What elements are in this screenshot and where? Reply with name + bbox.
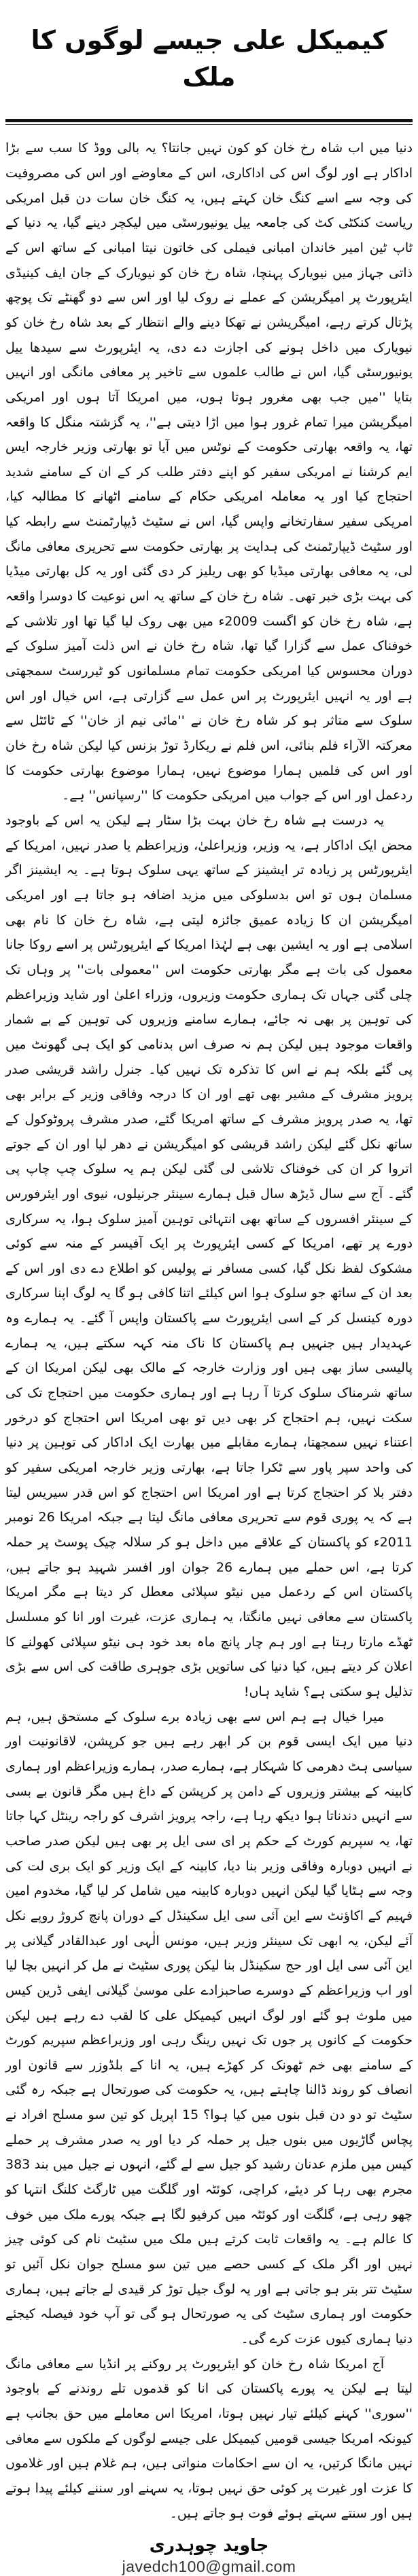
author-email: javedch100@gmail.com <box>122 2558 296 2576</box>
article-paragraph: آج امریکا شاہ رخ خان کو ایئرپورٹ پر روکنے پر انڈیا سے معافی مانگ لیتا ہے لیکن یہ پورے پاکستان کی انا کو قدموں تلے روندنے کے باوجود ''سوری'' کہنے کیلئے تیار نہیں ہوتا، امریکا اس معاملے میں حق بجانب ہے کیونکہ امریکا جیسی قومیں کیمیکل علی جیسے لوگوں کے ملکوں سے معافی نہیں مانگا کرتیں، یہ ان سے احکامات منواتی ہیں، ہم غلام ہیں اور غلاموں کا عزت اور غیرت پر کوئی حق نہیں ہوتا، یہ سہنے اور سننے کیلئے پیدا ہوتے ہیں اور سنتے سہتے ہوئے فوت ہو جاتے ہیں۔ <box>5 2356 413 2521</box>
author-name: جاوید چوہدری <box>149 2535 269 2556</box>
article-footer <box>5 2535 413 2576</box>
article-title: کیمیکل علی جیسے لوگوں کا ملک <box>31 25 387 92</box>
title-divider-thin <box>5 124 413 125</box>
article-body <box>5 136 413 2526</box>
title-divider-thick <box>5 119 413 122</box>
article-paragraph: دنیا میں اب شاہ رخ خان کو کون نہیں جانتا؟ یہ بالی ووڈ کا سب سے بڑا اداکار ہے اور لوگ اس کی اداکاری، اس کے معاوضے اور اس کی مصروفیت کی وجہ سے اسے کنگ خان کہتے ہیں، یہ کنگ خان سات دن قبل امریکی ریاست کنکٹی کٹ کی جامعہ ییل یونیورسٹی میں لیکچر دینے گیا، یہ دنیا کے ٹاپ ٹین امیر خاندان امبانی فیملی کی خاتون نیتا امبانی کے ساتھ اس کے ذاتی جہاز میں نیویارک پہنچا، شاہ رخ خان کو نیویارک کے جان ایف کینیڈی ایئرپورٹ پر امیگریشن کے عملے نے روک لیا اور اس سے دو گھنٹے تک پوچھ پڑتال کرتے رہے، امیگریشن نے تھکا دینے والے انتظار کے بعد شاہ رخ خان کو نیویارک میں داخل ہونے کی اجازت دے دی، یہ ایئرپورٹ سے سیدھا ییل یونیورسٹی گیا، اس نے طالب علموں سے تاخیر پر معافی مانگی اور انہیں بتایا ''میں جب بھی مغرور ہوتا ہوں، میں امریکا آتا ہوں اور امریکی امیگریشن میرا تمام غرور ہوا میں اڑا دیتی ہے''، یہ گزشتہ منگل کا واقعہ تھا، یہ واقعہ بھارتی حکومت کے نوٹس میں آیا تو بھارتی وزیر خارجہ ایس ایم کرشنا نے امریکی سفیر کو اپنے دفتر طلب کر کے ان کے سامنے شدید احتجاج کیا اور یہ معاملہ امریکی حکام کے سامنے اٹھانے کا مطالبہ کیا، امریکی سفیر سفارتخانے واپس گیا، اس نے سٹیٹ ڈیپارٹمنٹ سے رابطہ کیا اور سٹیٹ ڈیپارٹمنٹ کی ہدایت پر بھارتی حکومت سے تحریری معافی مانگ لی، یہ معافی بھارتی میڈیا کو بھی ریلیز کر دی گئی اور یہ کل بھارتی میڈیا کی بہت بڑی خبر تھی۔ شاہ رخ خان کے ساتھ یہ اس نوعیت کا دوسرا واقعہ ہے، شاہ رخ خان کو اگست 2009ء میں بھی روک لیا گیا تھا اور تلاشی کے خوفناک عمل سے گزارا گیا تھا، شاہ رخ خان نے اس ذلت آمیز سلوک کے دوران محسوس کیا امریکی حکومت تمام مسلمانوں کو ٹیررسٹ سمجھتی ہے اور یہ انہیں ایئرپورٹ پر اس عمل سے گزارتی ہے، اس خیال اور اس سلوک سے متاثر ہو کر شاہ رخ خان نے ''مائی نیم از خان'' کے ٹائٹل سے معرکتہ الآراء فلم بنائی، اس فلم نے ریکارڈ توڑ بزنس کیا لیکن شاہ رخ خان اور اس کی فلمیں ہمارا موضوع نہیں، ہمارا موضوع بھارتی حکومت کا ردعمل اور اس کے جواب میں امریکی حکومت کا ''رسپانس'' ہے۔ <box>5 141 413 803</box>
article-paragraph: یہ درست ہے شاہ رخ خان بہت بڑا سٹار ہے لیکن یہ اس کے باوجود محض ایک اداکار ہے، یہ وزیر، وزیراعلیٰ، وزیراعظم یا صدر نہیں، امریکا کے ایئرپورٹس پر زیادہ تر ایشینز کے ساتھ یہی سلوک ہوتا ہے۔ یہ ایشینز اگر مسلمان ہوں تو اس بدسلوکی میں مزید اضافہ ہو جاتا ہے اور امریکی امیگریشن ان کا زیادہ عمیق جائزہ لیتی ہے، شاہ رخ خان کا نام بھی اسلامی ہے اور یہ ایشین بھی ہے لہٰذا امریکا کے ایئرپورٹس پر اسے روکا جانا معمول کی بات ہے مگر بھارتی حکومت اس ''معمولی بات'' پر وہاں تک چلی گئی جہاں تک ہماری حکومت وزیروں، وزراء اعلیٰ اور شاید وزیراعظم کی توہین پر بھی نہ جائے، ہمارے سامنے وزیروں کی توہین کے بے شمار واقعات موجود ہیں لیکن ہم نہ صرف اس بدنامی کو ایک ہی گھونٹ میں پی گئے بلکہ ہم نے اس کا تذکرہ تک نہیں کیا۔ جنرل راشد قریشی صدر پرویز مشرف کے مشیر بھی تھے اور ان کا درجہ وفاقی وزیر کے برابر بھی تھا، یہ صدر پرویز مشرف کے ساتھ امریکا گئے، صدر مشرف پروٹوکول کے ساتھ نکل گئے لیکن راشد قریشی کو امیگریشن نے دھر لیا اور ان کے جوتے اتروا کر ان کی خوفناک تلاشی لی گئی لیکن ہم یہ سلوک چپ چاپ پی گئے۔ آج سے سال ڈیڑھ سال قبل ہمارے سینئر جرنیلوں، نیوی اور ایئرفورس کے سینئر افسروں کے ساتھ بھی انتہائی توہین آمیز سلوک ہوا، یہ سرکاری دورے پر تھے، امریکا کے کسی ایئرپورٹ پر ایک آفیسر کے منہ سے کوئی مشکوک لفظ نکل گیا، کسی مسافر نے پولیس کو اطلاع دے دی اور اس کے بعد ان کے ساتھ جو سلوک ہوا اس کیلئے اتنا کافی ہو گا یہ لوگ اپنا سرکاری دورہ کینسل کر کے اسی ایئرپورٹ سے پاکستان واپس آ گئے۔ یہ ہمارے وہ عہدیدار ہیں جنہیں ہم پاکستان کا ناک منہ کہہ سکتے ہیں، یہ ہمارے پالیسی ساز بھی ہیں اور وزارت خارجہ کے مالک بھی لیکن امریکا ان کے ساتھ شرمناک سلوک کرتا آ رہا ہے اور ہماری حکومت میں احتجاج تک کی سکت نہیں، ہم احتجاج کر بھی دیں تو بھی امریکا اس احتجاج کو درخور اعتناء نہیں سمجھتا، ہمارے مقابلے میں بھارت ایک اداکار کی توہین پر دنیا کی واحد سپر پاور سے ٹکرا جاتا ہے، بھارتی وزیر خارجہ امریکی سفیر کو دفتر بلا کر احتجاج کرتا ہے اور امریکا اس احتجاج کو اس قدر سیریس لیتا ہے کہ یہ پوری قوم سے تحریری معافی مانگ لیتا ہے جبکہ امریکا 26 نومبر 2011ء کو پاکستان کے علاقے میں داخل ہو کر سلالہ چیک پوسٹ پر حملہ کرتا ہے، اس حملے میں ہمارے 26 جوان اور افسر شہید ہو جاتے ہیں، پاکستان اس کے ردعمل میں نیٹو سپلائی معطل کر دیتا ہے مگر امریکا پاکستان سے معافی نہیں مانگتا، یہ ہماری عزت، غیرت اور انا کو مسلسل ٹھڈے مارتا رہتا ہے اور ہم چار پانچ ماہ بعد خود ہی نیٹو سپلائی کھولنے کا اعلان کر دیتے ہیں، کیا دنیا کی ساتویں بڑی جوہری طاقت کی اس سے بڑی تذلیل ہو سکتی ہے؟ شاید ہاں! <box>5 813 413 1699</box>
article-paragraph: میرا خیال ہے ہم اس سے بھی زیادہ برے سلوک کے مستحق ہیں، ہم دنیا میں ایک ایسی قوم بن کر ابھر رہے ہیں جو کرپشن، لاقانونیت اور سیاسی ہٹ دھرمی کا شہکار ہے، ہمارے صدر، ہمارے وزیراعظم اور ہماری کابینہ کے بیشتر وزیروں کے دامن پر کرپشن کے داغ ہیں مگر قانون بے بسی سے انہیں دندناتا ہوا دیکھ رہا ہے، راجہ پرویز اشرف کو راجہ رینٹل کہا جاتا تھا، یہ سپریم کورٹ کے حکم پر ای سی ایل پر بھی ہیں لیکن صدر صاحب نے انہیں دوبارہ وفاقی وزیر بنا دیا، کابینہ کے ایک وزیر کو ایک بری لت کی وجہ سے ہٹایا گیا لیکن انہیں دوبارہ کابینہ میں شامل کر لیا گیا، مخدوم امین فہیم کے اکاؤنٹ سے این آئی سی ایل سکینڈل کے دوران پانچ کروڑ روپے نکل آئے لیکن، یہ ابھی تک سینئر وزیر ہیں، مونس الٰہی اور عبدالقادر گیلانی پر این آئی سی ایل اور حج سکینڈل بنا لیکن پوری سٹیٹ نے مل کر انہیں بچا لیا اور اب وزیراعظم کے دوسرے صاحبزادے علی موسیٰ گیلانی ایفی ڈرین کیس میں ملوث ہو گئے اور لوگ انہیں کیمیکل علی کا لقب دے رہے ہیں لیکن حکومت کے کانوں پر جوں تک نہیں رینگ رہی اور وزیراعظم سپریم کورٹ کے سامنے بھی خم ٹھونک کر کھڑے ہیں، یہ انا کے بلڈوزر سے قانون اور انصاف کو روند ڈالنا چاہتے ہیں، یہ حکومت کی صورتحال ہے جبکہ رہ گئی سٹیٹ تو دو دن قبل بنوں میں کیا ہوا؟ 15 اپریل کو تین سو مسلح افراد نے پچاس گاڑیوں میں بنوں جیل پر حملہ کر دیا اور یہ صدر مشرف پر حملے کیس میں ملزم عدنان رشید کو جیل سے لے گئے، انہوں نے جیل میں بند 383 مجرم بھی رہا کر دیئے، کراچی، کوئٹہ اور گلگت میں ٹارگٹ کلنگ انتہا کو چھو رہی ہے، گلگت اور کوئٹہ میں کرفیو لگا ہے جبکہ پورے ملک میں خوف کا عالم ہے۔ یہ واقعات ثابت کرتے ہیں ملک میں سٹیٹ نام کی کوئی چیز نہیں اور اگر ملک کے کسی حصے میں تین سو مسلح جوان نکل آئیں تو سٹیٹ تتر بتر ہو جاتی ہے اور یہ لوگ جیل توڑ کر قیدی لے جاتے ہیں، ہماری حکومت اور ہماری سٹیٹ کی یہ صورتحال ہو گی تو آپ خود فیصلہ کیجئے دنیا ہماری کیوں عزت کرے گی۔ <box>5 1709 413 2347</box>
